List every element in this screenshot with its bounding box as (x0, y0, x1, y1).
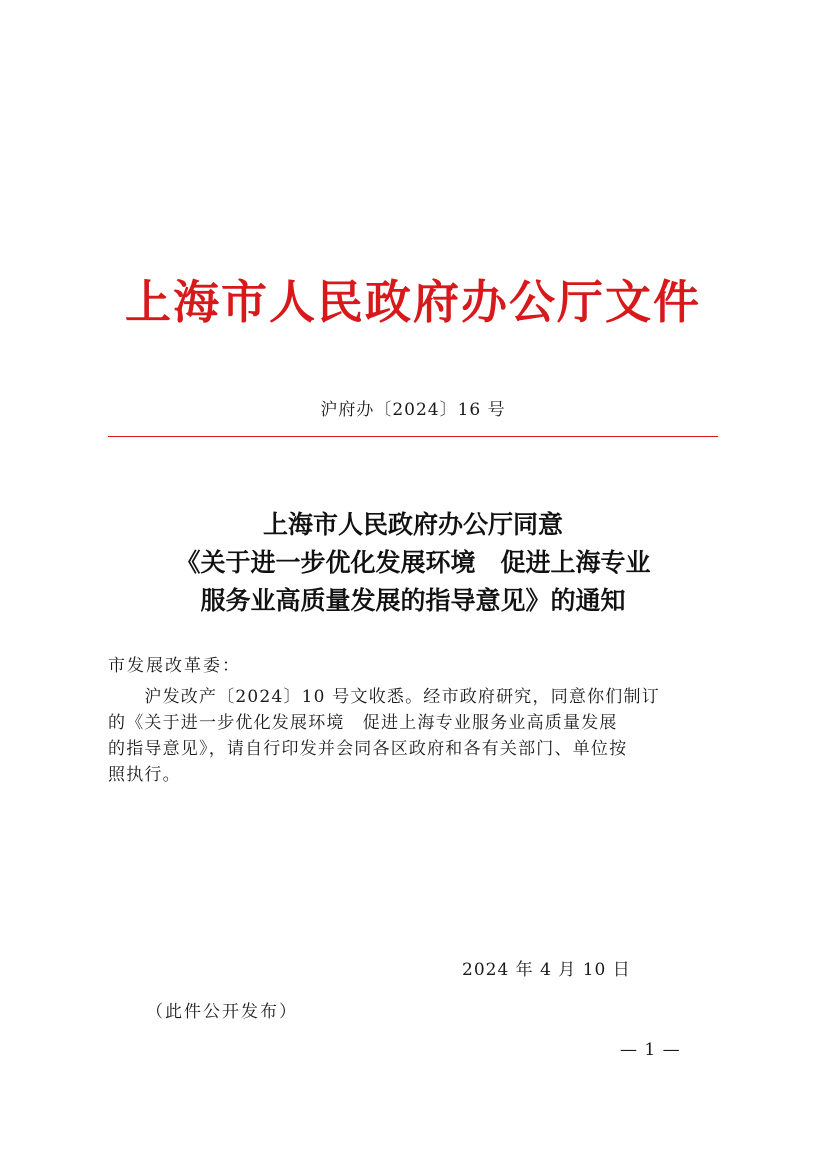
title-line: 服务业高质量发展的指导意见》的通知 (200, 586, 626, 615)
issuing-authority-header: 上海市人民政府办公厅文件 (125, 275, 701, 329)
title-line: 上海市人民政府办公厅同意 (262, 510, 563, 539)
body-line: 的指导意见》，请自行印发并会同各区政府和各有关部门、单位按 (108, 739, 628, 759)
recipient: 市发展改革委： (108, 656, 241, 676)
body-paragraph (108, 684, 720, 788)
red-separator-line (108, 436, 718, 437)
issue-date: 2024 年 4 月 10 日 (462, 960, 631, 980)
title-line: 《关于进一步优化发展环境 促进上海专业 (175, 548, 651, 577)
document-number: 沪府办〔2024〕16 号 (320, 400, 506, 420)
page-number: — 1 — (620, 1040, 681, 1060)
publication-note: （此件公开发布） (146, 1002, 298, 1022)
document-title (0, 506, 826, 620)
body-line: 照执行。 (108, 765, 181, 785)
body-line: 的《关于进一步优化发展环境 促进上海专业服务业高质量发展 (108, 713, 618, 733)
body-line: 沪发改产〔2024〕10 号文收悉。经市政府研究，同意你们制订 (108, 687, 660, 707)
